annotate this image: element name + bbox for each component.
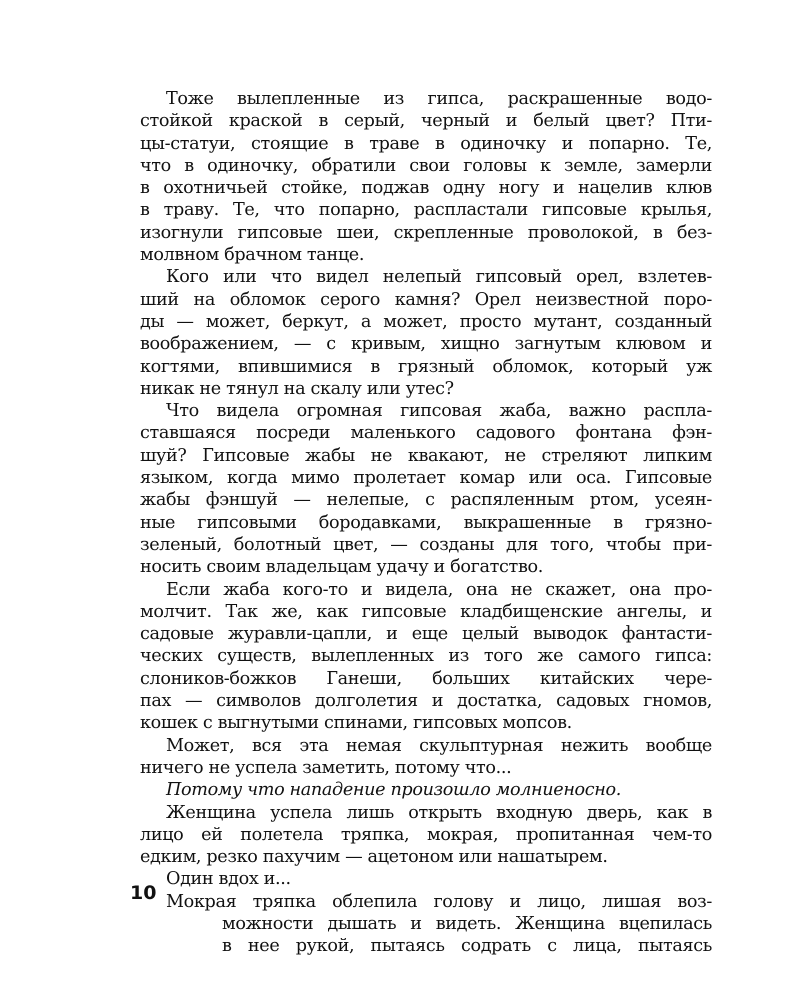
text-line: Потому что нападение произошло молниеносно. <box>166 780 622 801</box>
text-line: стойкой краской в серый, черный и белый цвет? Пти- <box>140 111 712 132</box>
text-line: воображением, — с кривым, хищно загнутым клювом и <box>140 334 712 355</box>
text-line: ческих существ, вылепленных из того же самого гипса: <box>140 646 712 667</box>
text-line: шуй? Гипсовые жабы не квакают, не стреляют липким <box>140 445 712 466</box>
text-line: ные гипсовыми бородавками, выкрашенные в грязно- <box>140 512 712 533</box>
text-line: слоников-божков Ганеши, больших китайских чере- <box>140 668 712 689</box>
text-line: едким, резко пахучим — ацетоном или нашатырем. <box>140 847 608 868</box>
text-line: можности дышать и видеть. Женщина вцепилась <box>222 913 712 934</box>
text-line: молвном брачном танце. <box>140 245 365 266</box>
text-line: никак не тянул на скалу или утес? <box>140 378 454 399</box>
text-line: кошек с выгнутыми спинами, гипсовых мопсов. <box>140 713 572 734</box>
text-line: пах — символов долголетия и достатка, садовых гномов, <box>140 691 712 712</box>
text-line: Если жаба кого-то и видела, она не скажет, она про- <box>166 579 712 600</box>
text-line: ды — может, беркут, а может, просто мутант, созданный <box>140 311 712 332</box>
text-line: ничего не успела заметить, потому что... <box>140 757 512 778</box>
text-line: носить своим владельцам удачу и богатство. <box>140 557 543 578</box>
text-line: Кого или что видел нелепый гипсовый орел, взлетев- <box>166 267 712 288</box>
text-line: ший на обломок серого камня? Орел неизвестной поро- <box>140 289 712 310</box>
text-line: Тоже вылепленные из гипса, раскрашенные водо- <box>166 89 712 109</box>
text-line: ставшаяся посреди маленького садового фонтана фэн- <box>140 423 712 444</box>
text-line: молчит. Так же, как гипсовые кладбищенские ангелы, и <box>140 601 712 622</box>
text-line: Может, вся эта немая скульптурная нежить вообще <box>166 735 712 756</box>
text-line: в нее рукой, пытаясь содрать с лица, пытаясь <box>222 936 712 957</box>
text-line: когтями, впившимися в грязный обломок, который уж <box>140 356 712 377</box>
text-line: Один вдох и... <box>166 869 291 890</box>
text-line: Что видела огромная гипсовая жаба, важно распла- <box>166 401 712 422</box>
text-line: зеленый, болотный цвет, — созданы для того, чтобы при- <box>140 534 712 555</box>
text-line: в охотничьей стойке, поджав одну ногу и нацелив клюв <box>140 178 712 199</box>
body-text <box>140 88 712 958</box>
text-line: языком, когда мимо пролетает комар или оса. Гипсовые <box>140 468 712 489</box>
text-line: в траву. Те, что попарно, распластали гипсовые крылья, <box>140 200 712 221</box>
text-line: лицо ей полетела тряпка, мокрая, пропитанная чем-то <box>140 824 712 845</box>
text-line: что в одиночку, обратили свои головы к земле, замерли <box>140 155 712 176</box>
text-line: садовые журавли-цапли, и еще целый выводок фантасти- <box>140 624 712 645</box>
text-line: изогнули гипсовые шеи, скрепленные проволокой, в без- <box>140 222 712 243</box>
page-number: 10 <box>130 882 157 904</box>
text-line: Женщина успела лишь открыть входную дверь, как в <box>166 802 712 823</box>
text-line: жабы фэншуй — нелепые, с распяленным ртом, усеян- <box>140 490 712 511</box>
text-line: цы-статуи, стоящие в траве в одиночку и попарно. Те, <box>140 133 712 154</box>
text-line: Мокрая тряпка облепила голову и лицо, лишая воз- <box>166 891 712 912</box>
